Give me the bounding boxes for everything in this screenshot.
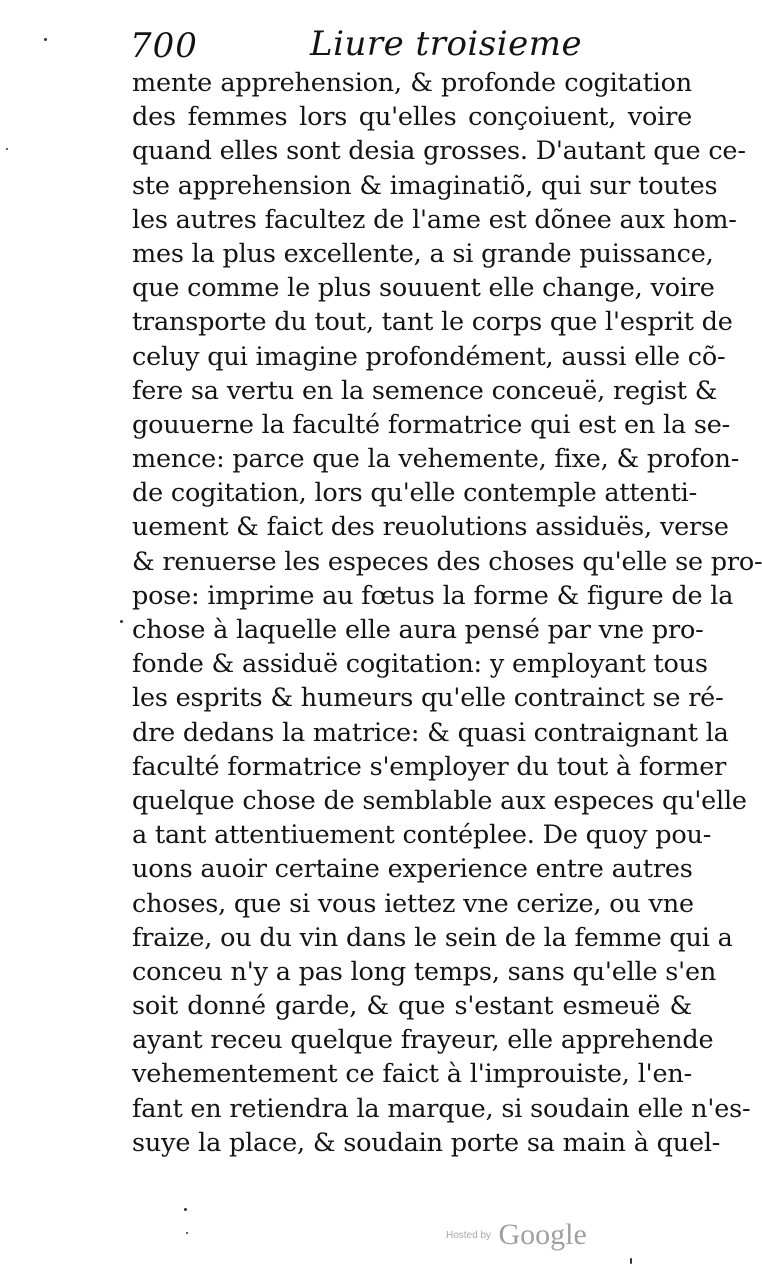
text-line: faculté formatrice s'employer du tout à former <box>132 751 727 782</box>
text-line: gouuerne la faculté formatrice qui est en la se- <box>132 409 731 440</box>
text-line: dre dedans la matrice: & quasi contraignant la <box>132 717 729 748</box>
text-line: ayant receu quelque frayeur, elle apprehende <box>132 1025 714 1056</box>
text-line: que comme le plus souuent elle change, voire <box>132 273 715 304</box>
text-line: ste apprehension & imaginatiõ, qui sur toutes <box>132 170 718 201</box>
text-line: mes la plus excellente, a si grande puissance, <box>132 238 714 269</box>
scan-speck <box>44 38 47 41</box>
text-line: fraize, ou du vin dans le sein de la femme qui a <box>132 922 733 953</box>
text-line: mence: parce que la vehemente, fixe, & profon- <box>132 444 740 475</box>
text-line: des femmes lors qu'elles conçoiuent, voire <box>132 102 692 133</box>
text-line: vehementement ce faict à l'improuiste, l'en- <box>132 1059 692 1090</box>
text-line: choses, que si vous iettez vne cerize, ou vne <box>132 888 694 919</box>
text-line: celuy qui imagine profondément, aussi elle cõ- <box>132 341 726 372</box>
text-line: fant en retiendra la marque, si soudain elle n'es- <box>132 1093 751 1124</box>
watermark-prefix: Hosted by <box>446 1229 492 1241</box>
body-text <box>132 66 762 1160</box>
page-header <box>130 20 690 68</box>
text-line: chose à laquelle elle aura pensé par vne pro- <box>132 615 704 645</box>
text-line: les autres facultez de l'ame est dõnee aux hom- <box>132 204 737 235</box>
scan-speck <box>120 620 123 623</box>
scan-speck <box>630 1258 632 1264</box>
text-line: transporte du tout, tant le corps que l'esprit de <box>132 307 733 338</box>
text-line: conceu n'y a pas long temps, sans qu'elle s'en <box>132 956 717 987</box>
text-line: mente apprehension, & profonde cogitation <box>132 68 692 98</box>
text-line: & renuerse les especes des choses qu'elle se pro- <box>132 546 762 577</box>
text-line: quand elles sont desia grosses. D'autant que ce- <box>132 136 746 167</box>
text-line: suye la place, & soudain porte sa main à quel- <box>132 1127 721 1158</box>
text-line: fonde & assiduë cogitation: y employant tous <box>132 649 708 680</box>
scan-speck <box>6 148 8 150</box>
text-line: fere sa vertu en la semence conceuë, regist & <box>132 375 718 406</box>
text-line: les esprits & humeurs qu'elle contrainct se ré- <box>132 683 724 714</box>
scan-speck <box>184 1208 187 1211</box>
running-title: Liure troisieme <box>310 24 583 64</box>
text-line: soit donné garde, & que s'estant esmeuë & <box>132 991 692 1022</box>
text-line: uons auoir certaine experience entre autres <box>132 854 693 885</box>
text-line: pose: imprime au fœtus la forme & figure de la <box>132 580 734 611</box>
text-line: a tant attentiuement contéplee. De quoy pou- <box>132 820 712 851</box>
text-line: quelque chose de semblable aux especes qu'elle <box>132 785 747 816</box>
hosted-by-watermark <box>446 1218 587 1252</box>
text-line: uement & faict des reuolutions assiduës, verse <box>132 512 729 543</box>
page-number: 700 <box>130 26 198 66</box>
text-line: de cogitation, lors qu'elle contemple attenti- <box>132 478 697 509</box>
google-logo: Google <box>498 1218 587 1251</box>
scan-speck <box>186 1232 188 1234</box>
